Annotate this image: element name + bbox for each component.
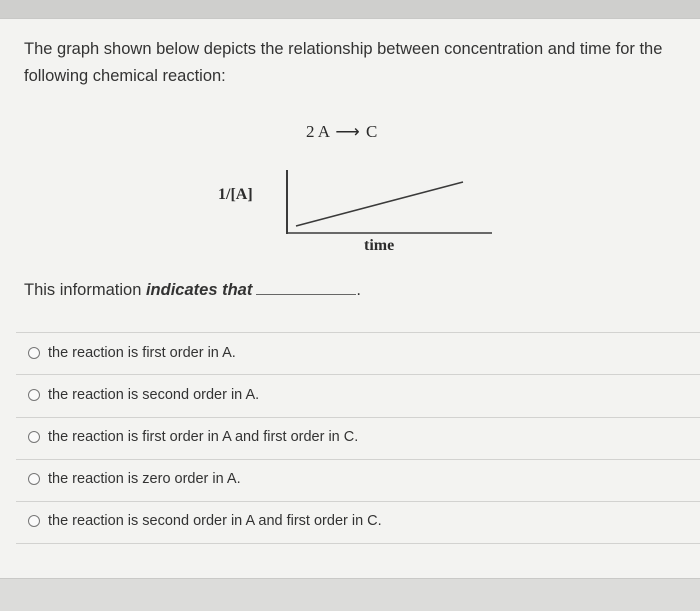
radio-button[interactable] — [28, 347, 40, 359]
reaction-equation — [306, 122, 377, 142]
divider — [16, 543, 700, 544]
answer-blank — [256, 293, 356, 295]
question-text: The graph shown below depicts the relationship between concentration and time for the following chemical reaction: — [24, 40, 663, 85]
answer-option-5[interactable] — [28, 510, 382, 532]
x-axis-label: time — [364, 237, 395, 254]
option-label: the reaction is zero order in A. — [48, 471, 241, 487]
reaction-arrow-icon: ⟶ — [335, 122, 360, 141]
option-label: the reaction is first order in A. — [48, 345, 236, 361]
divider — [16, 459, 700, 460]
prompt-suffix: . — [356, 281, 361, 299]
divider — [16, 501, 700, 502]
y-axis-label: 1/[A] — [218, 186, 253, 203]
radio-button[interactable] — [28, 431, 40, 443]
radio-button[interactable] — [28, 389, 40, 401]
bottom-bar — [0, 578, 700, 611]
divider — [16, 374, 700, 375]
prompt-emphasis: indicates that — [145, 281, 253, 299]
answer-option-1[interactable] — [28, 342, 236, 364]
answer-option-3[interactable] — [28, 426, 358, 448]
option-label: the reaction is second order in A. — [48, 387, 260, 403]
prompt-prefix: This information — [24, 281, 146, 299]
option-label: the reaction is first order in A and first order in C. — [48, 429, 359, 445]
radio-button[interactable] — [28, 473, 40, 485]
divider — [16, 417, 700, 418]
product: C — [366, 122, 378, 141]
option-label: the reaction is second order in A and first order in C. — [48, 513, 382, 529]
top-bar — [0, 0, 700, 18]
reactant: 2 A — [306, 122, 330, 141]
radio-button[interactable] — [28, 515, 40, 527]
answer-option-2[interactable] — [28, 384, 259, 406]
answer-option-4[interactable] — [28, 468, 241, 490]
prompt-text — [24, 281, 361, 300]
divider — [16, 332, 700, 333]
